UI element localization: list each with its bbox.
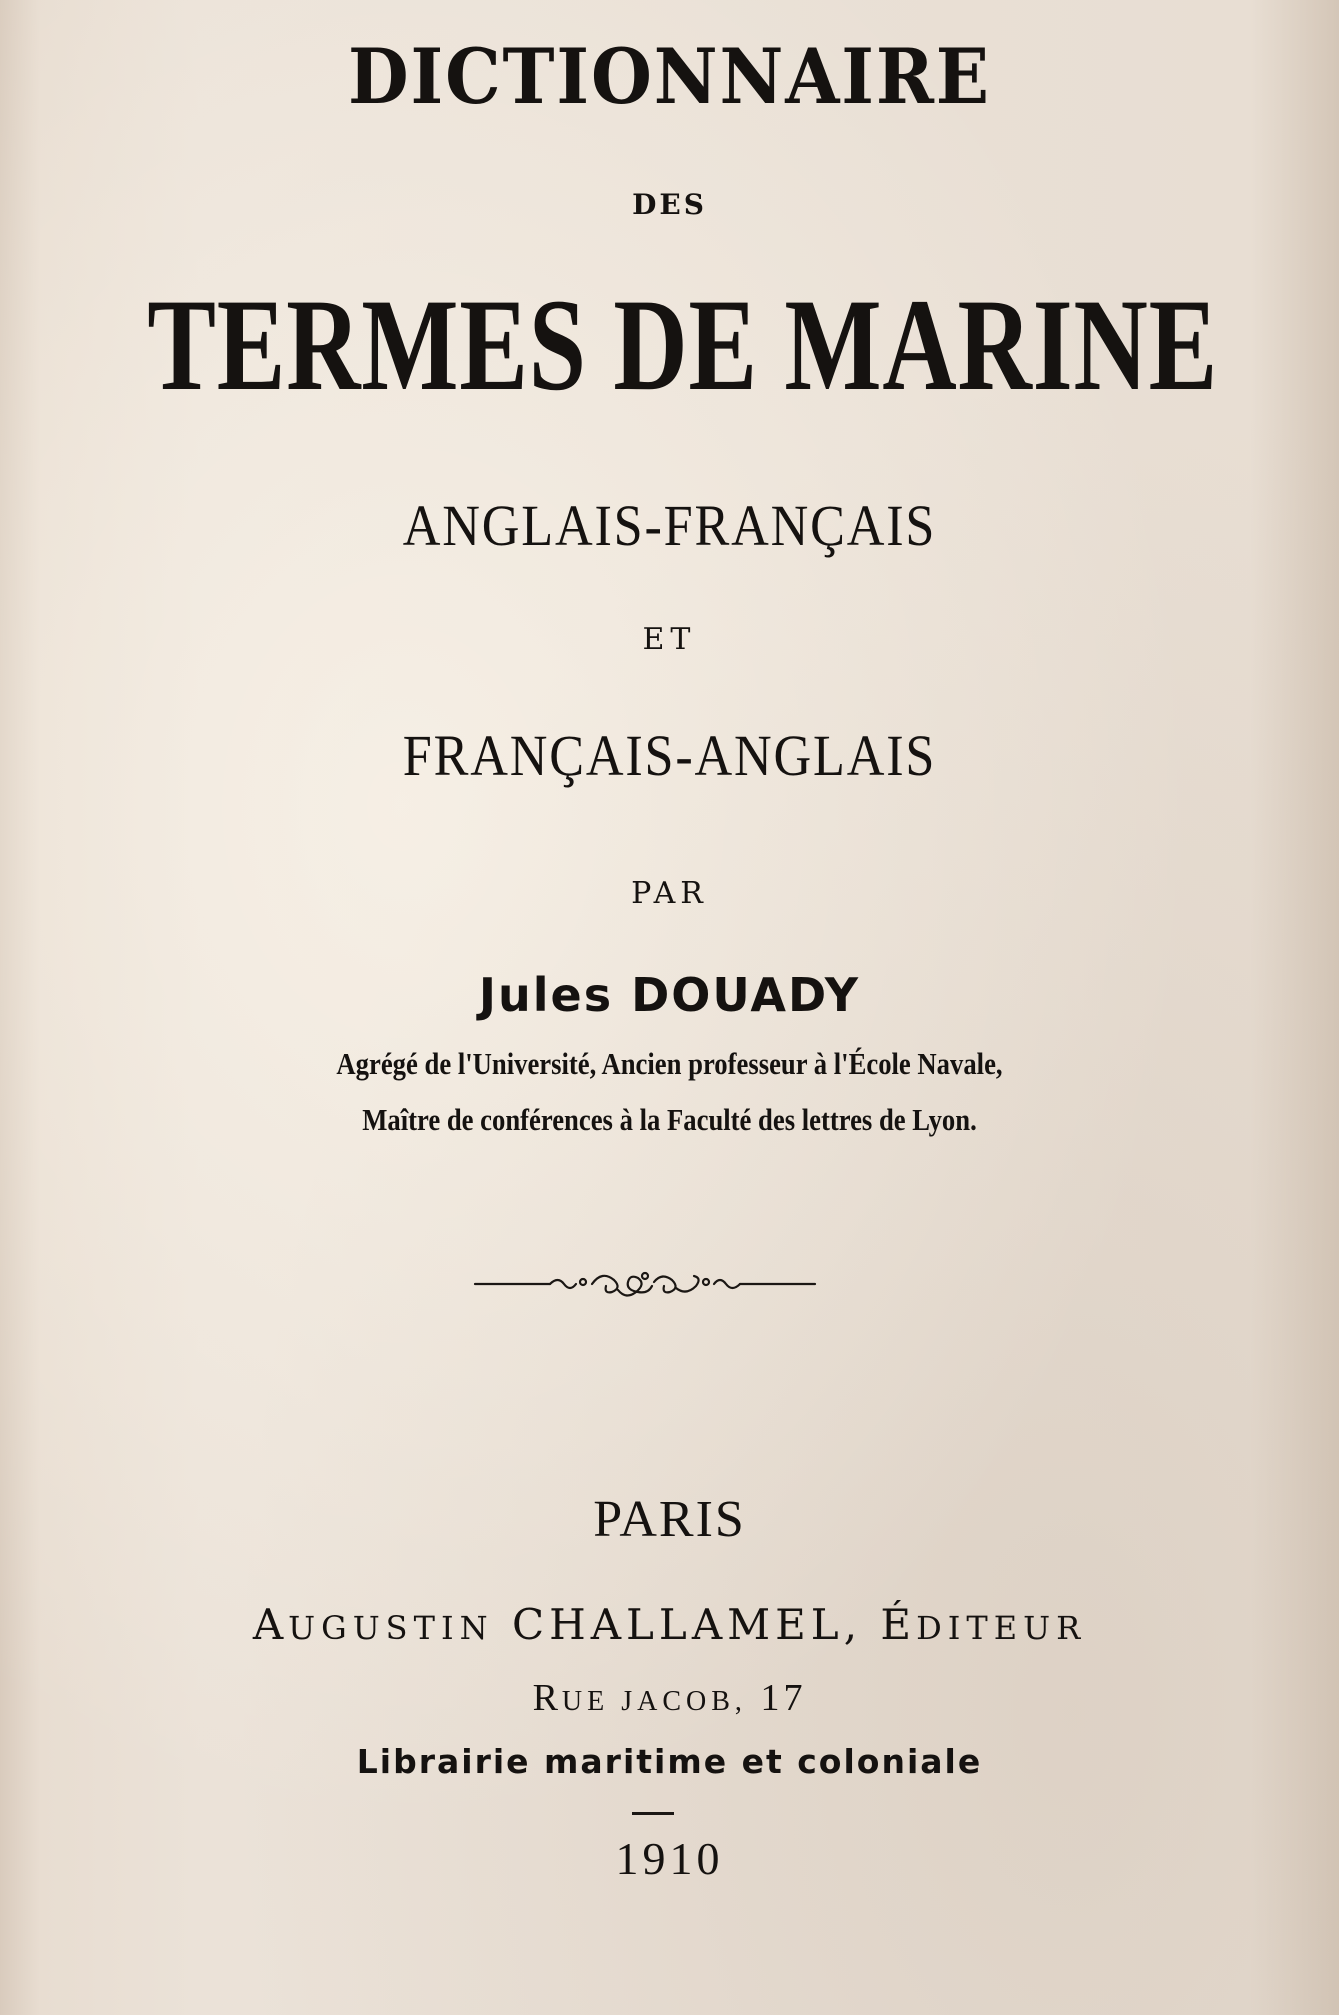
publisher-first-rest: UGUSTIN [288, 1609, 494, 1647]
publisher-role-initial: É [880, 1600, 917, 1649]
address-street-rest: UE JACOB, [561, 1686, 747, 1717]
imprint-year: 1910 [615, 1833, 724, 1884]
address-number: 17 [760, 1677, 807, 1719]
author-name: Jules DOUADY [478, 968, 861, 1022]
subtitle-anglais-francais: ANGLAIS-FRANÇAIS [402, 493, 937, 558]
publisher-role-rest: DITEUR [916, 1609, 1087, 1647]
author-credential-2: Maître de conférences à la Faculté des lettres de Lyon. [362, 1102, 977, 1137]
subtitle-francais-anglais: FRANÇAIS-ANGLAIS [402, 723, 937, 788]
address-street-initial: R [532, 1677, 562, 1719]
subtitle-et: ET [642, 622, 697, 657]
imprint-address [0, 1676, 1339, 1720]
ornament-divider-icon [470, 1262, 820, 1306]
title-dictionnaire: DICTIONNAIRE [348, 32, 991, 121]
publisher-first-initial: A [252, 1600, 289, 1649]
title-des: DES [632, 188, 707, 221]
byline-par: PAR [631, 876, 708, 911]
imprint-library: Librairie maritime et coloniale [356, 1742, 983, 1781]
imprint-city: PARIS [593, 1491, 746, 1548]
author-credential-1: Agrégé de l'Université, Ancien professeur à l'École Navale, [336, 1046, 1003, 1081]
title-termes-de-marine: TERMES DE MARINE [147, 271, 1219, 418]
imprint-publisher [0, 1600, 1339, 1649]
publisher-name: CHALLAMEL, [511, 1600, 863, 1649]
imprint-rule [632, 1812, 674, 1815]
